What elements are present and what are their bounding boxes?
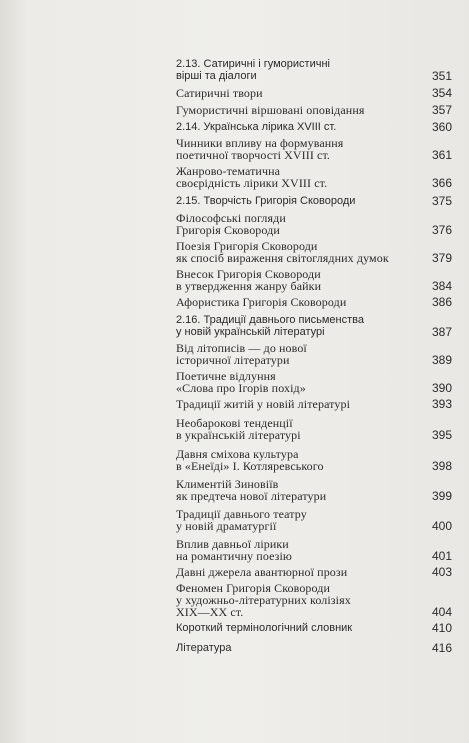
toc-entry-title: Поезія Григорія Сковороди як спосіб вираження світоглядних думок — [176, 239, 389, 265]
toc-entry-title: Афористика Григорія Сковороди — [176, 295, 347, 309]
toc-entry-page: 387 — [431, 325, 452, 339]
toc-entry — [176, 566, 452, 578]
toc-entry — [176, 87, 452, 99]
toc-entry-page: 398 — [431, 459, 452, 473]
toc-entry-page: 379 — [431, 251, 452, 265]
toc-entry-title: Чинники впливу на формування поетичної творчості XVIII ст. — [176, 136, 344, 162]
toc-entry-title: Гумористичні віршовані оповідання — [176, 103, 365, 117]
toc-entry — [176, 478, 452, 502]
toc-entry-page: 410 — [431, 621, 452, 635]
toc-entry-title: Давня сміхова культура в «Енеїді» І. Котляревського — [176, 447, 324, 473]
toc-entry-title: 2.13. Сатиричні і гумористичні вірші та діалоги — [176, 58, 330, 82]
toc-entry — [176, 538, 452, 562]
toc-entry — [176, 212, 452, 236]
toc-entry — [176, 448, 452, 472]
toc-entry — [176, 240, 452, 264]
toc-entry-page: 384 — [431, 279, 452, 293]
toc-entry — [176, 268, 452, 292]
toc-entry-page: 399 — [431, 489, 452, 503]
toc-entry-page: 360 — [431, 120, 452, 134]
toc-entry-title: 2.16. Традиції давнього письменства у новій українській літературі — [176, 314, 364, 338]
toc-entry-title: Вплив давньої лірики на романтичну поезію — [176, 537, 292, 563]
toc-entry-page: 386 — [431, 295, 452, 309]
table-of-contents — [176, 58, 452, 654]
toc-entry-title: Внесок Григорія Сковороди в утвердження жанру байки — [176, 267, 322, 293]
toc-entry — [176, 195, 452, 207]
toc-entry — [176, 370, 452, 394]
toc-entry-page: 354 — [431, 86, 452, 100]
toc-entry — [176, 582, 452, 618]
toc-entry-title: Короткий термінологічний словник — [176, 622, 353, 634]
toc-entry-page: 351 — [431, 69, 452, 83]
toc-entry-page: 404 — [431, 605, 452, 619]
toc-entry — [176, 508, 452, 532]
toc-entry — [176, 314, 452, 338]
toc-entry-page: 395 — [431, 428, 452, 442]
toc-entry — [176, 121, 452, 133]
toc-entry-page: 361 — [431, 148, 452, 162]
toc-entry-title: 2.15. Творчість Григорія Сковороди — [176, 195, 356, 207]
toc-entry-title: Традиції житій у новій літературі — [176, 397, 351, 411]
toc-entry-title: Поетичне відлуння «Слова про Ігорів похід» — [176, 369, 306, 395]
toc-entry — [176, 417, 452, 441]
toc-entry-title: Давні джерела авантюрної прози — [176, 565, 348, 579]
toc-entry-title: Климентій Зиновіїв як предтеча нової літератури — [176, 477, 327, 503]
toc-entry — [176, 622, 452, 634]
toc-entry — [176, 296, 452, 308]
toc-entry-title: 2.14. Українська лірика XVIII ст. — [176, 121, 337, 133]
toc-entry — [176, 137, 452, 161]
toc-entry-page: 416 — [431, 641, 452, 655]
toc-entry-title: Феномен Григорія Сковороди у художньо-літературних колізіях XIX—XX ст. — [176, 581, 351, 619]
toc-entry-page: 357 — [431, 103, 452, 117]
toc-entry — [176, 58, 452, 82]
toc-entry-title: Література — [176, 642, 232, 654]
toc-entry-page: 400 — [431, 519, 452, 533]
toc-entry-page: 401 — [431, 549, 452, 563]
toc-entry — [176, 165, 452, 189]
toc-entry-page: 393 — [431, 397, 452, 411]
toc-entry-title: Традиції давнього театру у новій драматургії — [176, 507, 307, 533]
toc-entry — [176, 642, 452, 654]
toc-entry-title: Філософські погляди Григорія Сковороди — [176, 211, 286, 237]
toc-entry-page: 389 — [431, 353, 452, 367]
toc-entry-page: 375 — [431, 194, 452, 208]
toc-entry — [176, 104, 452, 116]
toc-entry-page: 376 — [431, 223, 452, 237]
toc-entry-title: Жанрово-тематична своєрідність лірики XVIII ст. — [176, 164, 328, 190]
toc-entry — [176, 398, 452, 410]
toc-entry-page: 403 — [431, 565, 452, 579]
toc-entry-page: 390 — [431, 381, 452, 395]
toc-entry-title: Необарокові тенденції в українській літературі — [176, 416, 301, 442]
toc-entry-page: 366 — [431, 176, 452, 190]
toc-entry-title: Від літописів — до нової історичної літератури — [176, 341, 307, 367]
toc-entry — [176, 342, 452, 366]
toc-entry-title: Сатиричні твори — [176, 86, 263, 100]
